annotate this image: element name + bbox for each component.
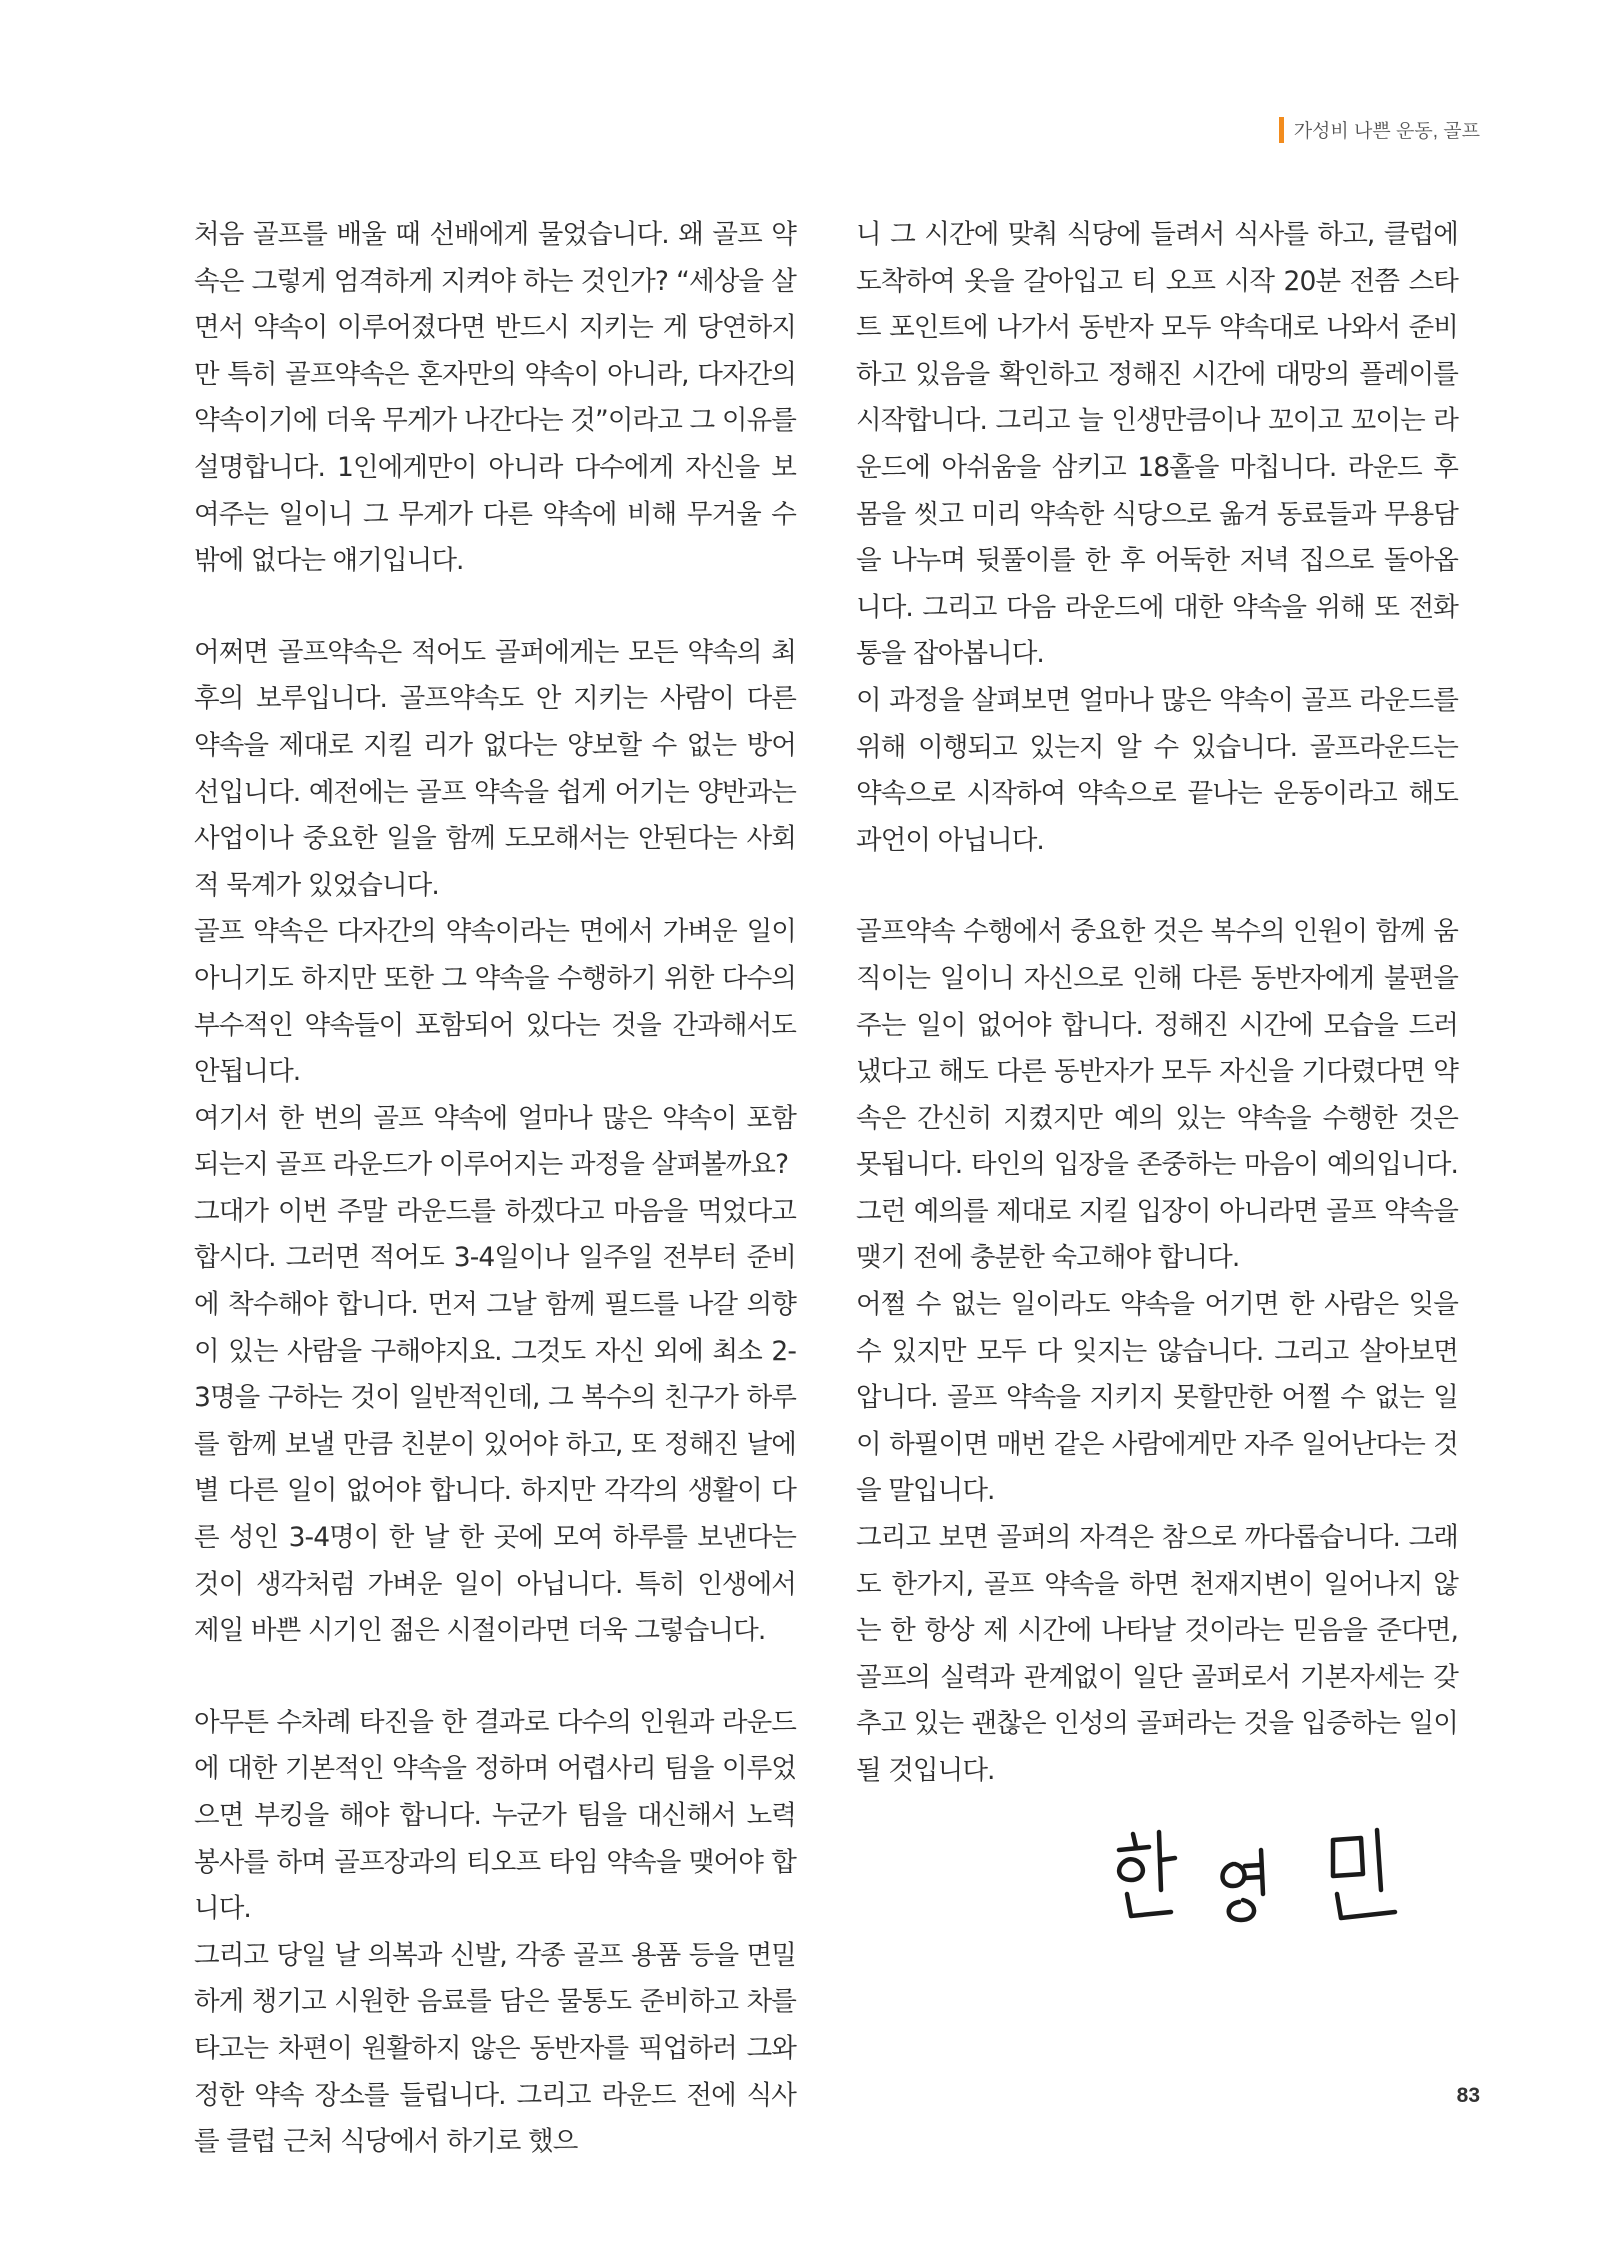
header-accent-bar <box>1279 117 1284 143</box>
paragraph: 그리고 당일 날 의복과 신발, 각종 골프 용품 등을 면밀하게 챙기고 시원한 음료를 담은 물통도 준비하고 차를 타고는 차편이 원활하지 않은 동반자를 픽업하러 그와 정한 약속 장소를 들립니다. 그리고 라운드 전에 식사를 클럽 근처 식당에서 하기로 했으 <box>194 1939 796 2158</box>
paragraph: 그대가 이번 주말 라운드를 하겠다고 마음을 먹었다고 합시다. 그러면 적어도 3-4일이나 일주일 전부터 준비에 착수해야 합니다. 먼저 그날 함께 필드를 나갈 의향이 있는 사람을 구해야지요. 그것도 자신 외에 최소 2-3명을 구하는 것이 일반적인데, 그 복수의 친구가 하루를 함께 보낼 만큼 친분이 있어야 하고, 또 정해진 날에 별 다른 일이 없어야 합니다. 하지만 각각의 생활이 다른 성인 3-4명이 한 날 한 곳에 모여 하루를 보낸다는 것이 생각처럼 가벼운 일이 아닙니다. 특히 인생에서 제일 바쁜 시기인 젊은 시절이라면 더욱 그렇습니다. <box>194 1195 796 1647</box>
paragraph: 어쩔 수 없는 일이라도 약속을 어기면 한 사람은 잊을 수 있지만 모두 다 잊지는 않습니다. 그리고 살아보면 압니다. 골프 약속을 지키지 못할만한 어쩔 수 없는 일이 하필이면 매번 같은 사람에게만 자주 일어난다는 것을 말입니다. <box>856 1289 1458 1507</box>
page-number: 83 <box>1456 2084 1480 2107</box>
paragraph: 골프 약속은 다자간의 약속이라는 면에서 가벼운 일이 아니기도 하지만 또한 그 약속을 수행하기 위한 다수의 부수적인 약속들이 포함되어 있다는 것을 간과해서도 안됩니다. <box>194 916 796 1088</box>
paragraph: 어쩌면 골프약속은 적어도 골퍼에게는 모든 약속의 최후의 보루입니다. 골프약속도 안 지키는 사람이 다른 약속을 제대로 지킬 리가 없다는 양보할 수 없는 방어선입니다. 예전에는 골프 약속을 쉽게 어기는 양반과는 사업이나 중요한 일을 함께 도모해서는 안된다는 사회적 묵계가 있었습니다. <box>194 636 796 901</box>
section-title: 가성비 나쁜 운동, 골프 <box>1293 121 1480 142</box>
author-signature <box>1105 1820 1465 1930</box>
paragraph: 골프약속 수행에서 중요한 것은 복수의 인원이 함께 움직이는 일이니 자신으로 인해 다른 동반자에게 불편을 주는 일이 없어야 합니다. 정해진 시간에 모습을 드러냈다고 해도 다른 동반자가 모두 자신을 기다렸다면 약속은 간신히 지켰지만 예의 있는 약속을 수행한 것은 못됩니다. 타인의 입장을 존중하는 마음이 예의입니다. 그런 예의를 제대로 지킬 입장이 아니라면 골프 약속을 맺기 전에 충분한 숙고해야 합니다. <box>856 916 1458 1274</box>
running-header <box>1279 116 1480 143</box>
paragraph: 그리고 보면 골퍼의 자격은 참으로 까다롭습니다. 그래도 한가지, 골프 약속을 하면 천재지변이 일어나지 않는 한 항상 제 시간에 나타날 것이라는 믿음을 준다면, 골프의 실력과 관계없이 일단 골퍼로서 기본자세는 갖추고 있는 괜찮은 인성의 골퍼라는 것을 입증하는 일이 될 것입니다. <box>856 1522 1458 1786</box>
paragraph: 처음 골프를 배울 때 선배에게 물었습니다. 왜 골프 약속은 그렇게 엄격하게 지켜야 하는 것인가? “세상을 살면서 약속이 이루어졌다면 반드시 지키는 게 당연하지만 특히 골프약속은 혼자만의 약속이 아니라, 다자간의 약속이기에 더욱 무게가 나간다는 것”이라고 그 이유를 설명합니다. 1인에게만이 아니라 다수에게 자신을 보여주는 일이니 그 무게가 다른 약속에 비해 무거울 수밖에 없다는 얘기입니다. <box>194 219 796 577</box>
right-column <box>856 212 1458 1795</box>
paragraph: 아무튼 수차례 타진을 한 결과로 다수의 인원과 라운드에 대한 기본적인 약속을 정하며 어렵사리 팀을 이루었으면 부킹을 해야 합니다. 누군가 팀을 대신해서 노력 봉사를 하며 골프장과의 티오프 타임 약속을 맺어야 합니다. <box>194 1706 796 1925</box>
left-column <box>194 212 796 2166</box>
paragraph: 이 과정을 살펴보면 얼마나 많은 약속이 골프 라운드를 위해 이행되고 있는지 알 수 있습니다. 골프라운드는 약속으로 시작하여 약속으로 끝나는 운동이라고 해도 과언이 아닙니다. <box>856 684 1458 856</box>
paragraph: 여기서 한 번의 골프 약속에 얼마나 많은 약속이 포함되는지 골프 라운드가 이루어지는 과정을 살펴볼까요? <box>194 1102 796 1181</box>
paragraph: 니 그 시간에 맞춰 식당에 들려서 식사를 하고, 클럽에 도착하여 옷을 갈아입고 티 오프 시작 20분 전쯤 스타트 포인트에 나가서 동반자 모두 약속대로 나와서 준비하고 있음을 확인하고 정해진 시간에 대망의 플레이를 시작합니다. 그리고 늘 인생만큼이나 꼬이고 꼬이는 라운드에 아쉬움을 삼키고 18홀을 마칩니다. 라운드 후 몸을 씻고 미리 약속한 식당으로 옮겨 동료들과 무용담을 나누며 뒷풀이를 한 후 어둑한 저녁 집으로 돌아옵니다. 그리고 다음 라운드에 대한 약속을 위해 또 전화통을 잡아봅니다. <box>856 219 1458 670</box>
